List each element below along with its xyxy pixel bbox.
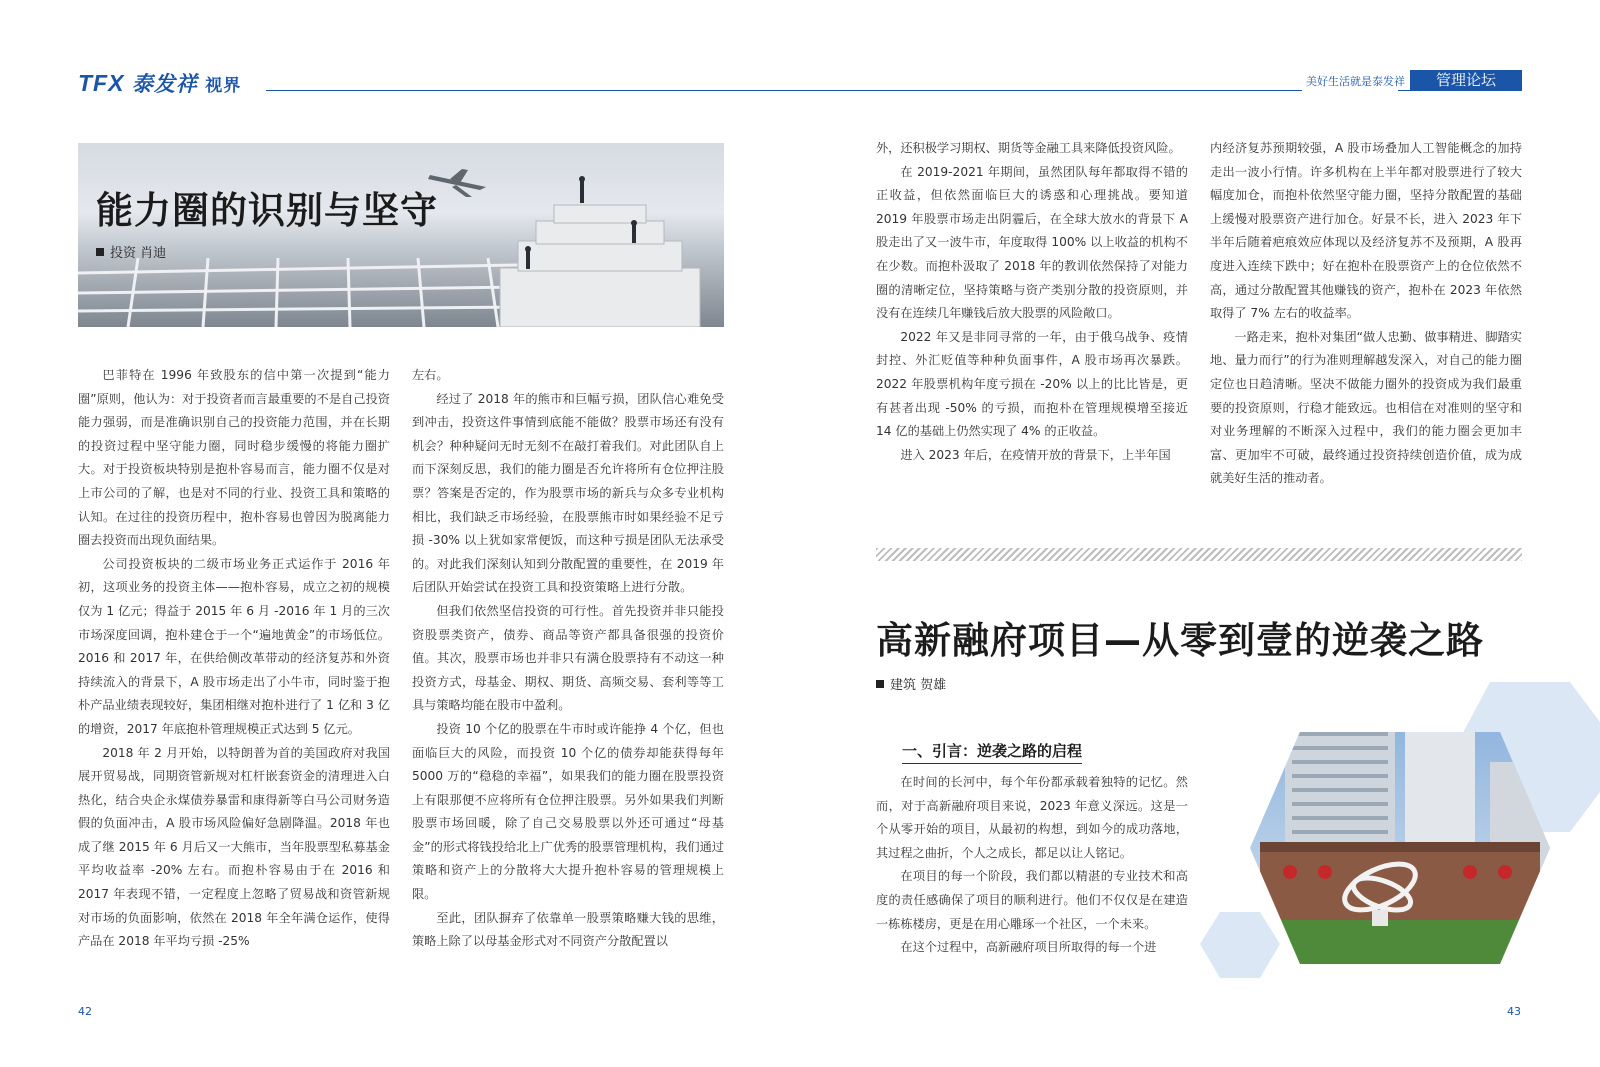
logo-suffix: 视界 xyxy=(205,76,242,95)
paragraph: 在项目的每一个阶段，我们都以精湛的专业技术和高度的责任感确保了项目的顺利进行。他们不仅仅是在建造一栋栋楼房，更是在用心雕琢一个社区，一个未来。 xyxy=(876,869,1188,931)
paragraph: 在时间的长河中，每个年份都承载着独特的记忆。然而，对于高新融府项目来说，2023 年意义深远。这是一个从零开始的项目，从最初的构想，到如今的成功落地，其过程之曲折，个人之成长，都足以让人铭记。 xyxy=(876,775,1188,860)
article1-byline xyxy=(96,242,166,261)
paragraph: 公司投资板块的二级市场业务正式运作于 2016 年初，这项业务的投资主体——抱朴容易，成立之初的规模仅为 1 亿元；得益于 2015 年 6 月 -2016 年 1 月的三次市场深度回调，抱朴建仓于一个“遍地黄金”的市场低位。2016 和 2017 年，在供给侧改革带动的经济复苏和外资持续流入的背景下，A 股市场走出了小牛市，同时鉴于抱朴产品业绩表现较好，集团相继对抱朴进行了 1 亿和 3 亿的增资，2017 年底抱朴管理规模正式达到 5 亿元。 xyxy=(78,556,390,736)
paragraph: 进入 2023 年后，在疫情开放的背景下，上半年国 xyxy=(900,447,1171,462)
article1-column-2 xyxy=(412,364,724,954)
hexagon-photo-graphic xyxy=(1200,682,1600,1002)
article2-title: 高新融府项目—从零到壹的逆袭之路 xyxy=(876,619,1484,662)
header-slogan: 美好生活就是泰发祥 xyxy=(1306,75,1405,88)
article1-column-1 xyxy=(78,364,390,954)
paragraph: 在 2019-2021 年期间，虽然团队每年都取得不错的正收益，但依然面临巨大的诱惑和心理挑战。要知道 2019 年股票市场走出阴霾后，在全球大放水的背景下 A 股走出了又一波牛市，年度取得 100% 以上收益的机构不在少数。而抱朴汲取了 2018 年的教训依然保持了对能力圈的清晰定位，坚持策略与资产类别分散的投资原则，并没有在连续几年赚钱后放大股票的风险敞口。 xyxy=(876,164,1188,321)
article2-column xyxy=(876,771,1188,960)
byline-square-icon xyxy=(96,248,104,256)
paragraph: 巴菲特在 1996 年致股东的信中第一次提到“能力圈”原则，他认为：对于投资者而言最重要的不是自己投资能力强弱，而是准确识别自己的投资能力范围，并在长期的投资过程中坚守能力圈，同时稳步缓慢的将能力圈扩大。对于投资板块特别是抱朴容易而言，能力圈不仅是对上市公司的了解，也是对不同的行业、投资工具和策略的认知。在过往的投资历程中，抱朴容易也曾因为脱离能力圈去投资而出现负面结果。 xyxy=(78,368,390,548)
paragraph: 2018 年 2 月开始，以特朗普为首的美国政府对我国展开贸易战，同期资管新规对杠杆嵌套资金的清理进入白热化，结合央企永煤债券暴雷和康得新等白马公司财务造假的负面冲击，A 股市场风险偏好急剧降温。2018 年也成了继 2015 年 6 月后又一大熊市，当年股票型私募基金平均收益率 -20% 左右。而抱朴容易由于在 2016 和 2017 年表现不错，一定程度上忽略了贸易战和资管新规对市场的负面影响，依然在 2018 年全年满仓运作，使得产品在 2018 年平均亏损 -25% xyxy=(78,745,390,949)
page-number-left: 42 xyxy=(78,1005,92,1018)
article2-byline xyxy=(876,674,946,693)
hexagon-decoration xyxy=(1200,912,1280,978)
article2-section-heading: 一、引言：逆袭之路的启程 xyxy=(902,740,1082,764)
hero-image xyxy=(78,143,724,327)
article1-column-4 xyxy=(1210,137,1522,491)
magazine-logo xyxy=(78,68,241,98)
paragraph: 经过了 2018 年的熊市和巨幅亏损，团队信心难免受到冲击，投资这件事情到底能不能做？股票市场还有没有机会？种种疑问无时无刻不在敲打着我们。对此团队自上而下深刻反思，我们的能力圈是否允许将所有仓位押注股票？答案是否定的，作为股票市场的新兵与众多专业机构相比，我们缺乏市场经验，在股票熊市时如果经验不足亏损 -30% 以上犹如家常便饭，而这种亏损是团队无法承受的。对此我们深刻认知到分散配置的重要性，在 2019 年后团队开始尝试在投资工具和投资策略上进行分散。 xyxy=(412,391,724,595)
article2-byline-text: 建筑 贺雄 xyxy=(890,678,947,693)
section-badge: 管理论坛 xyxy=(1410,70,1522,91)
paragraph: 至此，团队摒弃了依靠单一股票策略赚大钱的思维，策略上除了以母基金形式对不同资产分散配置以 xyxy=(412,910,724,949)
article-divider xyxy=(876,548,1522,561)
byline-square-icon xyxy=(876,680,884,688)
article1-title: 能力圈的识别与坚守 xyxy=(96,189,438,232)
paragraph: 一路走来，抱朴对集团“做人忠勤、做事精进、脚踏实地、量力而行”的行为准则理解越发深入，对自己的能力圈定位也日趋清晰。坚决不做能力圈外的投资成为我们最重要的投资原则，行稳才能致远。也相信在对准则的坚守和对业务理解的不断深入过程中，我们的能力圈会更加丰富、更加牢不可破，最终通过投资持续创造价值，成为成就美好生活的推动者。 xyxy=(1210,329,1522,486)
paragraph: 内经济复苏预期较强，A 股市场叠加人工智能概念的加持走出一波小行情。许多机构在上半年都对股票进行了较大幅度加仓，而抱朴依然坚守能力圈，坚持分散配置的基础上缓慢对股票资产进行加仓。好景不长，进入 2023 年下半年后随着疤痕效应体现以及经济复苏不及预期，A 股再度进入连续下跌中；好在抱朴在股票资产上的仓位依然不高，通过分散配置其他赚钱的资产，抱朴在 2023 年依然取得了 7% 左右的收益率。 xyxy=(1210,141,1522,321)
article1-byline-text: 投资 肖迪 xyxy=(110,246,167,261)
paragraph: 在这个过程中，高新融府项目所取得的每一个进 xyxy=(900,940,1157,955)
paragraph: 2022 年又是非同寻常的一年，由于俄乌战争、疫情封控、外汇贬值等种种负面事件，A 股市场再次暴跌。2022 年股票机构年度亏损在 -20% 以上的比比皆是，更有甚者出现 -50% 的亏损，而抱朴在管理规模增至接近 14 亿的基础上仍然实现了 4% 的正收益。 xyxy=(876,329,1188,439)
header-rule-left xyxy=(266,90,1302,91)
paragraph: 但我们依然坚信投资的可行性。首先投资并非只能投资股票类资产，债券、商品等资产都具备很强的投资价值。其次，股票市场也并非只有满仓股票持有不动这一种投资方式，母基金、期权、期货、高频交易、套利等等工具与策略均能在股市中盈利。 xyxy=(412,603,724,713)
page-number-right: 43 xyxy=(1507,1005,1521,1018)
logo-cn: 泰发祥 xyxy=(131,72,198,96)
logo-latin: TFX xyxy=(78,70,125,96)
article1-column-3 xyxy=(876,137,1188,467)
paragraph: 投资 10 个亿的股票在牛市时或许能挣 4 个亿，但也面临巨大的风险，而投资 10 个亿的债券却能获得每年 5000 万的“稳稳的幸福”，如果我们的能力圈在股票投资上有限那便不应将所有仓位押注股票。另外如果我们判断股票市场回暖，除了自己交易股票以外还可通过“母基金”的形式将钱投给北上广优秀的股票管理机构，我们通过策略和资产上的分散将大大提升抱朴容易的管理规模上限。 xyxy=(412,721,724,902)
paragraph: 外，还积极学习期权、期货等金融工具来降低投资风险。 xyxy=(876,141,1181,155)
paragraph: 左右。 xyxy=(412,368,449,382)
